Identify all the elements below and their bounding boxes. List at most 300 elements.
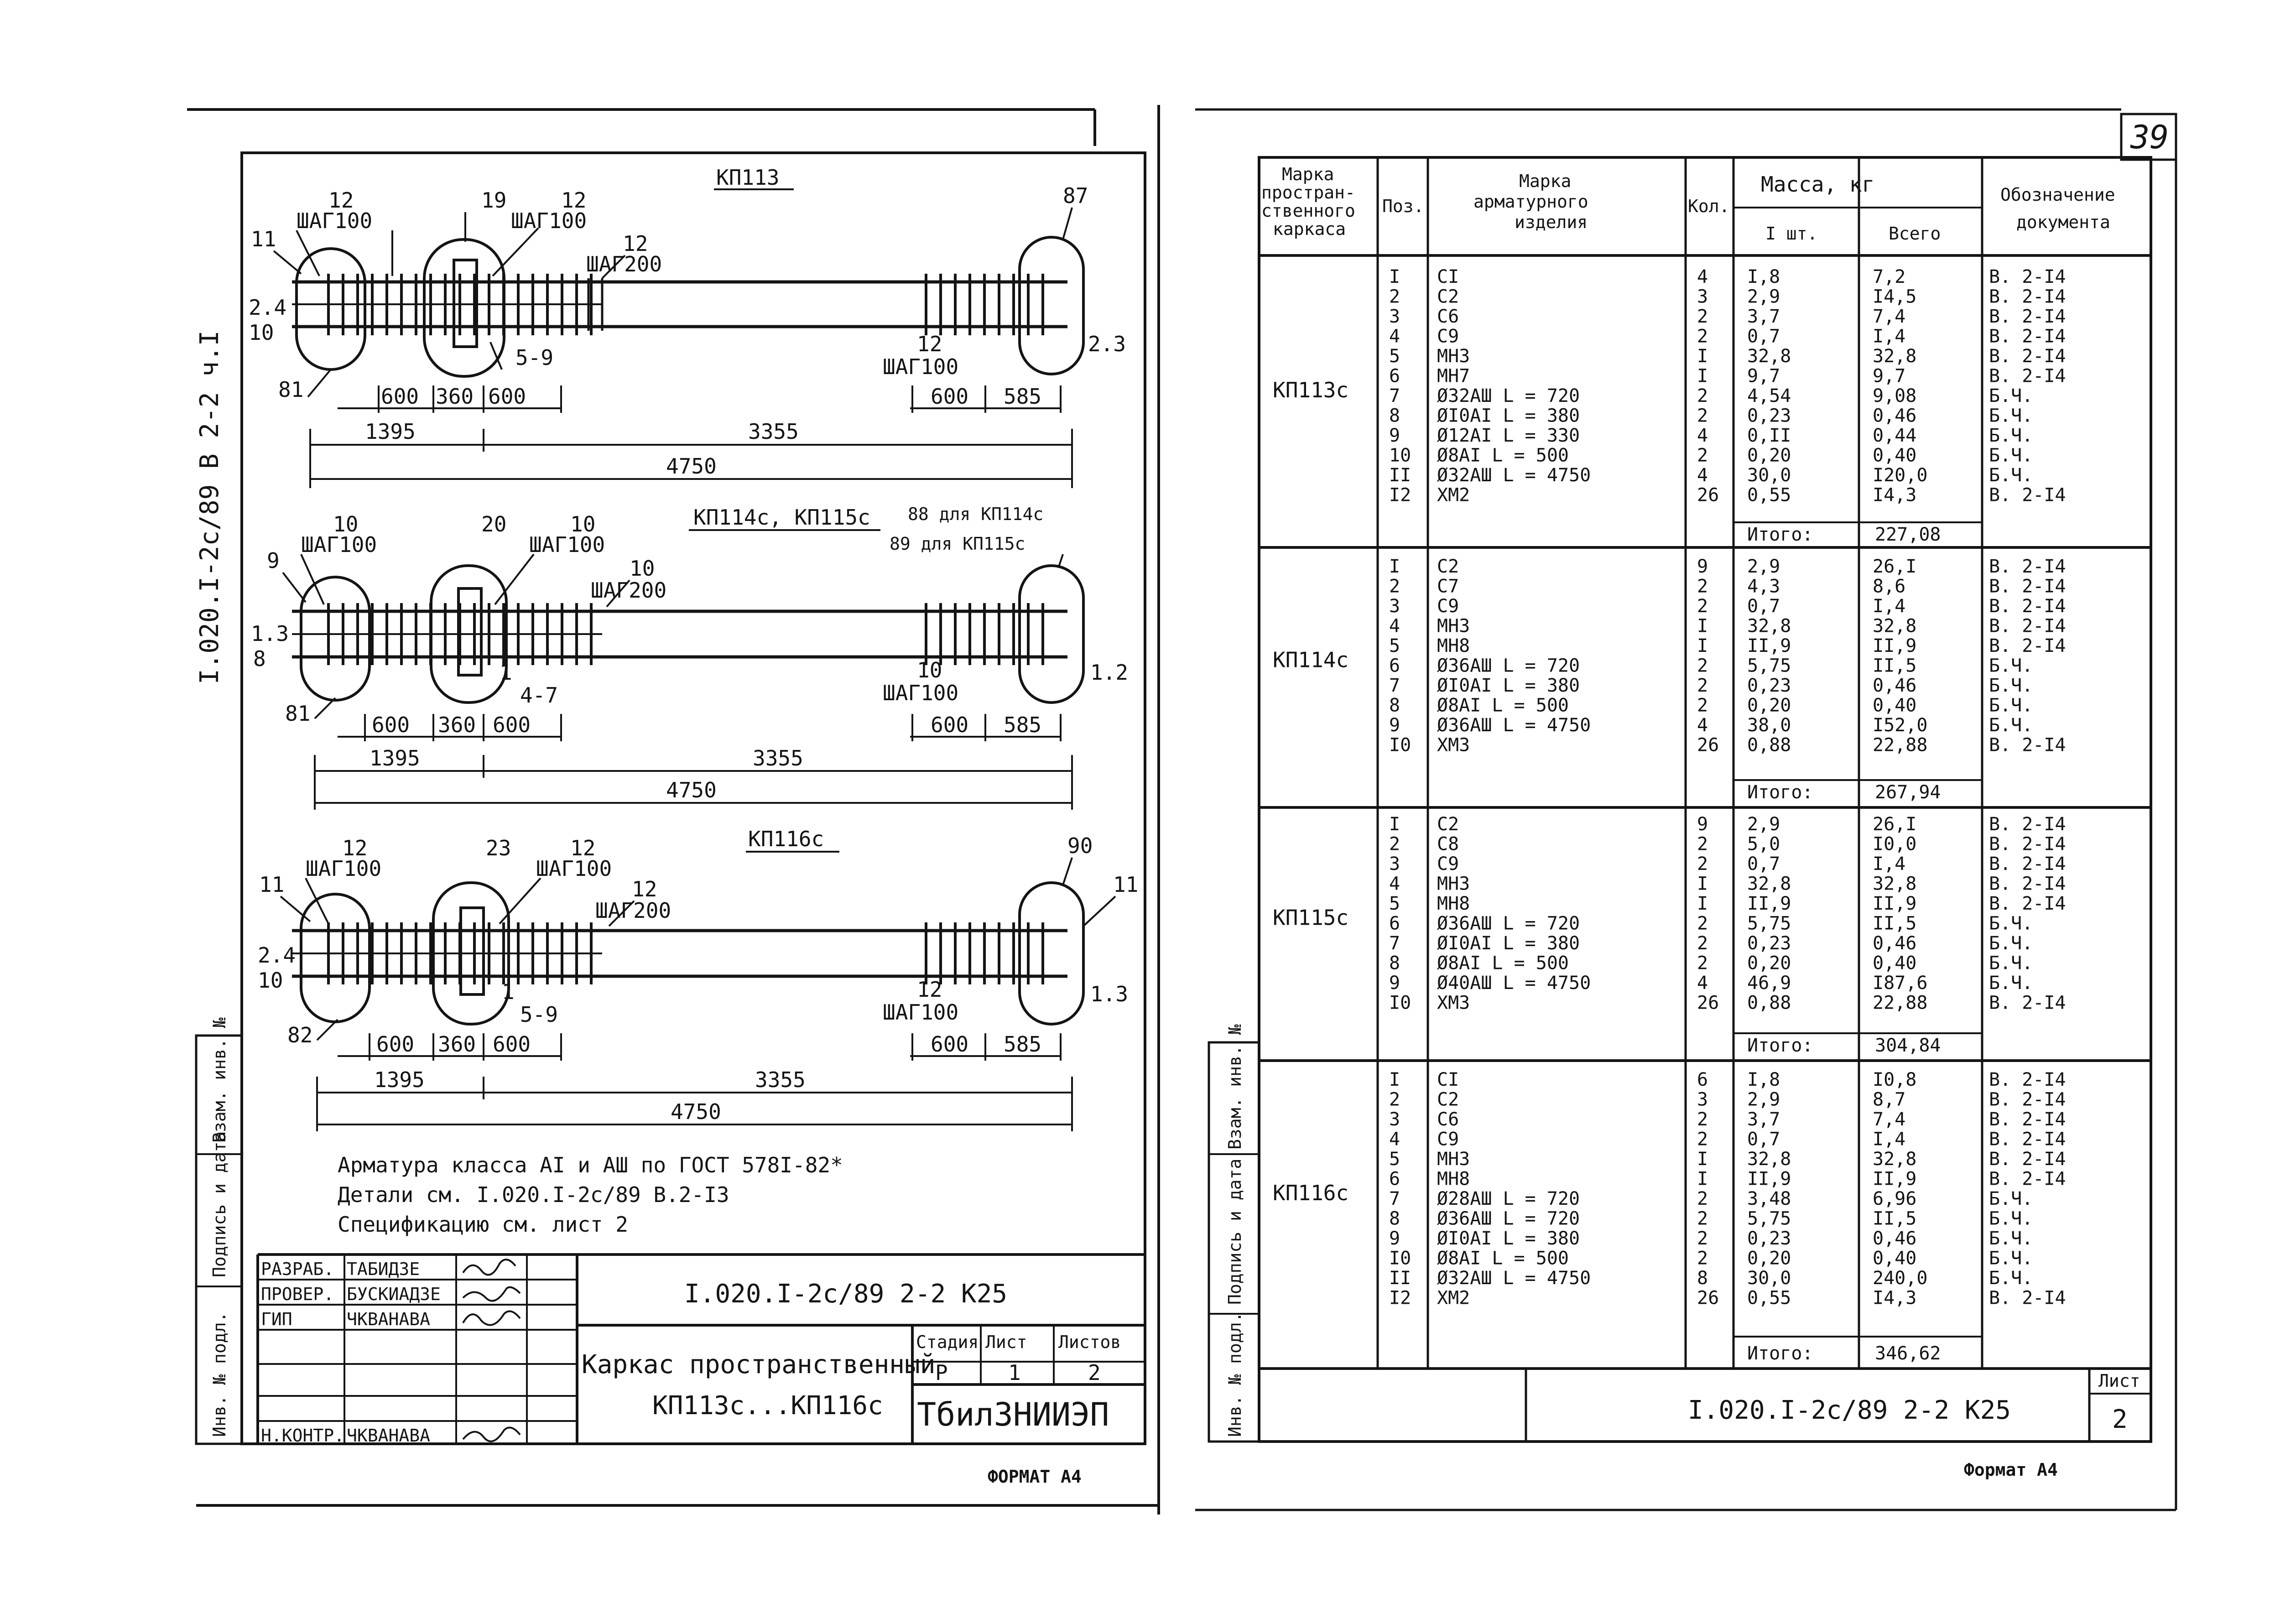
dim-1c: 600 xyxy=(488,384,526,409)
stamp-org: ТбилЗНИИЭП xyxy=(917,1396,1109,1433)
spec-item: C9 xyxy=(1437,1129,1459,1150)
cross-plate-2 xyxy=(458,588,481,675)
spec-pos: I xyxy=(1389,814,1400,835)
stamp-name-1: ТАБИДЗЕ xyxy=(347,1259,420,1279)
spec-qty: I xyxy=(1697,365,1708,387)
svg-text:Марка: Марка xyxy=(1519,171,1572,191)
spec-pos: 10 xyxy=(1389,445,1411,466)
spec-pos: 8 xyxy=(1389,695,1400,716)
dim-2-mid-a: 1395 xyxy=(370,746,420,770)
leader-3-1 xyxy=(306,878,328,924)
spec-doc: В. 2-I4 xyxy=(1989,615,2066,637)
label-1: 12 xyxy=(328,188,354,213)
spec-total-label: Итого: xyxy=(1747,782,1813,803)
spec-item: Ø8АI L = 500 xyxy=(1437,695,1569,716)
spec-item: ØI0АI L = 380 xyxy=(1437,1228,1580,1249)
spec-qty: I xyxy=(1697,893,1708,914)
spec-doc: В. 2-I4 xyxy=(1989,854,2066,874)
spec-mass-unit: 5,75 xyxy=(1747,913,1791,934)
spec-pos: 6 xyxy=(1389,655,1400,677)
spec-doc: Б.Ч. xyxy=(1989,1188,2033,1209)
spec-doc: Б.Ч. xyxy=(1989,445,2033,466)
spec-item: МН3 xyxy=(1437,1149,1470,1170)
spec-pos: 4 xyxy=(1389,615,1400,637)
spec-item: C2 xyxy=(1437,556,1459,577)
spec-item: Ø8АI L = 500 xyxy=(1437,953,1569,974)
spec-mass-unit: 0,II xyxy=(1747,425,1791,446)
footer-code: I.020.I-2с/89 2-2 К25 xyxy=(1688,1395,2011,1425)
stamp-val-1: Р xyxy=(935,1360,948,1385)
leader-2-6 xyxy=(315,698,335,718)
spec-mass-unit: 32,8 xyxy=(1747,615,1791,637)
signature-2 xyxy=(463,1287,520,1301)
leader-2-2 xyxy=(495,554,534,604)
spec-mass-total: II,5 xyxy=(1873,655,1917,677)
spec-doc: В. 2-I4 xyxy=(1989,266,2066,287)
spec-mass-unit: II,9 xyxy=(1747,893,1791,914)
spec-pos: 3 xyxy=(1389,306,1400,327)
label-3-9: 11 xyxy=(259,872,285,897)
spec-pos: 4 xyxy=(1389,1129,1400,1150)
spec-pos: I0 xyxy=(1389,734,1411,756)
label-2: ШАГ100 xyxy=(297,208,373,233)
spec-mass-unit: 9,7 xyxy=(1747,365,1780,387)
label-2-12: 8 xyxy=(253,646,266,671)
spec-total-label: Итого: xyxy=(1747,524,1813,545)
side-label-1: Взам. инв. № xyxy=(209,1017,229,1143)
label-3-6: 12 xyxy=(632,877,657,901)
label-3: 19 xyxy=(481,188,507,213)
spec-pos: 4 xyxy=(1389,326,1400,347)
side-code: I.020.I-2c/89 В 2-2 ч.I xyxy=(195,330,224,684)
spec-doc: Б.Ч. xyxy=(1989,715,2033,736)
spec-mass-total: II,5 xyxy=(1873,913,1917,934)
spec-doc: В. 2-I4 xyxy=(1989,326,2066,347)
page-number: 39 xyxy=(2130,119,2169,156)
stamp-name-3: ЧКВАНАВА xyxy=(347,1309,431,1329)
spec-mass-unit: 32,8 xyxy=(1747,873,1791,895)
spec-item: Ø32АШ L = 4750 xyxy=(1437,1268,1591,1289)
hdr-qty: Кол. xyxy=(1688,196,1730,216)
spec-doc: В. 2-I4 xyxy=(1989,1069,2066,1090)
spec-mass-unit: 46,9 xyxy=(1747,973,1791,994)
spec-doc: В. 2-I4 xyxy=(1989,484,2066,506)
spec-mass-total: I4,3 xyxy=(1873,1287,1917,1309)
leader-3-4 xyxy=(1063,858,1072,885)
spec-item: Ø32АШ L = 4750 xyxy=(1437,465,1591,486)
note-1: Арматура класса AI и AШ по ГОСТ 578I-82* xyxy=(338,1153,843,1177)
label-7: ШАГ200 xyxy=(586,252,662,276)
spec-pos: 9 xyxy=(1389,425,1400,446)
spec-doc: Б.Ч. xyxy=(1989,1208,2033,1229)
label-2-5: ШАГ100 xyxy=(529,532,605,557)
label-4: 12 xyxy=(561,188,587,213)
spec-doc: В. 2-I4 xyxy=(1989,873,2066,895)
label-3-10: 11 xyxy=(1113,872,1139,897)
label-3-18: 82 xyxy=(287,1023,313,1047)
stamp-role-3: ГИП xyxy=(261,1309,292,1329)
spec-total-label: Итого: xyxy=(1747,1035,1813,1056)
diagram-2-title: КП114с, КП115с xyxy=(693,505,870,530)
spec-item: МН3 xyxy=(1437,873,1470,895)
spec-qty: 2 xyxy=(1697,833,1708,855)
label-2-14: 4-7 xyxy=(520,683,558,708)
spec-doc: В. 2-I4 xyxy=(1989,814,2066,835)
spec-qty: 2 xyxy=(1697,1228,1708,1249)
dim-1-mid-b: 3355 xyxy=(748,419,799,444)
hdr-mark-frame-1: Марка xyxy=(1282,164,1334,184)
spec-doc: Б.Ч. xyxy=(1989,933,2033,954)
spec-pos: 3 xyxy=(1389,854,1400,874)
label-2-10: 9 xyxy=(267,548,280,573)
spec-mass-total: I0,8 xyxy=(1873,1069,1917,1090)
spec-qty: 2 xyxy=(1697,913,1708,934)
spec-mass-total: II,9 xyxy=(1873,893,1917,914)
spec-item: C9 xyxy=(1437,326,1459,347)
spec-item: ХМ3 xyxy=(1437,734,1470,756)
label-3-13: 1 xyxy=(502,979,515,1004)
spec-qty: 4 xyxy=(1697,715,1708,736)
footer-sheet-no: 2 xyxy=(2112,1405,2128,1434)
spec-qty: 2 xyxy=(1697,326,1708,347)
footer-sheet-label: Лист xyxy=(2098,1371,2140,1391)
dim-2-mid-b: 3355 xyxy=(753,746,803,770)
dim-1a: 600 xyxy=(381,384,419,409)
side-label-2: Подпись и дата xyxy=(209,1131,229,1277)
spec-pos: I0 xyxy=(1389,1248,1411,1269)
spec-mass-unit: 0,55 xyxy=(1747,484,1791,506)
dim-3d: 600 xyxy=(931,1032,969,1057)
spec-doc: Б.Ч. xyxy=(1989,425,2033,446)
cross-plate-3 xyxy=(461,908,484,994)
spec-pos: 6 xyxy=(1389,365,1400,387)
spec-mass-total: II,9 xyxy=(1873,635,1917,656)
spec-frame-mark: КП114с xyxy=(1273,647,1349,672)
spec-mass-unit: 2,9 xyxy=(1747,556,1780,577)
spec-item: C2 xyxy=(1437,814,1459,835)
dim-3c: 600 xyxy=(493,1032,531,1057)
spec-item: ХМ2 xyxy=(1437,484,1470,506)
label-3-5: ШАГ100 xyxy=(536,856,612,881)
spec-frame-mark: КП115с xyxy=(1273,905,1349,930)
stamp-title-1: Каркас пространственный xyxy=(582,1350,936,1379)
spec-mass-total: 0,40 xyxy=(1873,445,1917,466)
spec-item: Ø40АШ L = 4750 xyxy=(1437,973,1591,994)
spec-mass-total: 240,0 xyxy=(1873,1268,1928,1289)
spec-item: МН8 xyxy=(1437,1168,1470,1190)
stamp-col-3: Листов xyxy=(1058,1332,1121,1352)
spec-mass-total: 6,96 xyxy=(1873,1188,1917,1209)
spec-qty: 8 xyxy=(1697,1268,1708,1289)
spec-item: ØI0АI L = 380 xyxy=(1437,405,1580,427)
spec-mass-unit: 2,9 xyxy=(1747,286,1780,307)
spec-mass-unit: 5,0 xyxy=(1747,833,1780,855)
dim-1d: 600 xyxy=(931,384,969,409)
dim-2b: 360 xyxy=(438,713,476,737)
spec-mass-total: II,9 xyxy=(1873,1168,1917,1190)
leader-3-6 xyxy=(1083,896,1115,926)
label-3-11: 2.4 xyxy=(258,943,296,968)
svg-text:простран-: простран- xyxy=(1261,182,1355,203)
spec-mass-unit: 3,7 xyxy=(1747,306,1780,327)
detail-oval-left-2 xyxy=(301,577,370,700)
label-2-3: 20 xyxy=(481,512,507,536)
spec-frame-mark: КП116с xyxy=(1273,1181,1349,1205)
spec-pos: 6 xyxy=(1389,1168,1400,1190)
spec-mass-unit: I,8 xyxy=(1747,1069,1780,1090)
spec-groups xyxy=(1273,266,2066,1364)
spec-doc: В. 2-I4 xyxy=(1989,734,2066,756)
spec-mass-unit: 0,7 xyxy=(1747,854,1780,874)
spec-doc: В. 2-I4 xyxy=(1989,833,2066,855)
dim-1-total: 4750 xyxy=(666,454,717,479)
stamp-col-1: Стадия xyxy=(916,1332,979,1352)
spec-doc: В. 2-I4 xyxy=(1989,1149,2066,1170)
spec-mass-unit: 0,20 xyxy=(1747,953,1791,974)
spec-pos: 8 xyxy=(1389,1208,1400,1229)
spec-mass-unit: 3,48 xyxy=(1747,1188,1791,1209)
spec-doc: В. 2-I4 xyxy=(1989,596,2066,617)
spec-total-value: 227,08 xyxy=(1875,524,1941,545)
spec-item: Ø28АШ L = 720 xyxy=(1437,1188,1580,1209)
spec-mass-unit: II,9 xyxy=(1747,1168,1791,1190)
spec-total-value: 304,84 xyxy=(1875,1035,1941,1056)
spec-item: МН8 xyxy=(1437,635,1470,656)
spec-mass-unit: 5,75 xyxy=(1747,655,1791,677)
diagram-3-title: КП116с xyxy=(748,827,824,851)
spec-mass-total: 9,08 xyxy=(1873,385,1917,406)
spec-doc: В. 2-I4 xyxy=(1989,365,2066,387)
stamp-role-1: РАЗРАБ. xyxy=(261,1259,334,1279)
spec-item: Ø32АШ L = 720 xyxy=(1437,385,1580,406)
label-3-7: ШАГ200 xyxy=(595,898,672,923)
label-14: ШАГ100 xyxy=(883,354,959,379)
spec-mass-unit: 2,9 xyxy=(1747,814,1780,835)
spec-mass-total: I52,0 xyxy=(1873,715,1928,736)
spec-item: Ø36АШ L = 720 xyxy=(1437,1208,1580,1229)
label-3-16: ШАГ100 xyxy=(883,1000,959,1025)
spec-mass-unit: 0,23 xyxy=(1747,1228,1791,1249)
spec-mass-total: 0,44 xyxy=(1873,425,1917,446)
spec-frame-mark: КП113с xyxy=(1273,378,1349,402)
hdr-mass-unit: I шт. xyxy=(1765,224,1818,244)
spec-qty: 4 xyxy=(1697,465,1708,486)
title-block xyxy=(258,1254,1145,1446)
spec-item: Ø36АШ L = 720 xyxy=(1437,913,1580,934)
spec-mass-total: 0,40 xyxy=(1873,695,1917,716)
spec-pos: 4 xyxy=(1389,873,1400,895)
spec-mass-total: I,4 xyxy=(1873,854,1906,874)
right-side-label-3: Взам. инв. № xyxy=(1225,1024,1245,1150)
spec-pos: I2 xyxy=(1389,1287,1411,1309)
spec-item: МН8 xyxy=(1437,893,1470,914)
right-sheet xyxy=(1195,109,2176,1510)
spec-mass-total: 0,46 xyxy=(1873,405,1917,427)
spec-pos: 5 xyxy=(1389,635,1400,656)
leader-3-2 xyxy=(500,878,541,924)
spec-doc: Б.Ч. xyxy=(1989,465,2033,486)
spec-mass-total: I4,5 xyxy=(1873,286,1917,307)
spec-qty: 26 xyxy=(1697,484,1719,506)
spec-mass-total: 0,46 xyxy=(1873,1228,1917,1249)
spec-item: C2 xyxy=(1437,1089,1459,1110)
svg-text:каркаса: каркаса xyxy=(1273,219,1346,239)
dim-2e: 585 xyxy=(1004,713,1042,737)
spec-pos: I xyxy=(1389,556,1400,577)
spec-qty: 2 xyxy=(1697,1248,1708,1269)
label-11: 10 xyxy=(249,320,274,345)
spec-mass-total: 8,6 xyxy=(1873,576,1906,597)
spec-total-label: Итого: xyxy=(1747,1343,1813,1364)
spec-qty: 4 xyxy=(1697,973,1708,994)
spec-qty: 2 xyxy=(1697,1208,1708,1229)
spec-item: CI xyxy=(1437,1069,1459,1090)
spec-mass-unit: 3,7 xyxy=(1747,1109,1780,1130)
dim-2c: 600 xyxy=(493,713,531,737)
spec-mass-total: I0,0 xyxy=(1873,833,1917,855)
spec-doc: Б.Ч. xyxy=(1989,1228,2033,1249)
spec-qty: I xyxy=(1697,615,1708,637)
stamp-col-2: Лист xyxy=(985,1332,1027,1352)
label-2-17: 1.2 xyxy=(1090,660,1129,685)
spec-qty: 2 xyxy=(1697,1129,1708,1150)
spec-qty: 4 xyxy=(1697,425,1708,446)
label-16: 81 xyxy=(278,377,304,402)
spec-pos: 7 xyxy=(1389,385,1400,406)
label-3-12: 10 xyxy=(258,968,283,993)
spec-doc: Б.Ч. xyxy=(1989,1248,2033,1269)
spec-item: Ø12АI L = 330 xyxy=(1437,425,1580,446)
spec-qty: 2 xyxy=(1697,445,1708,466)
spec-item: Ø36АШ L = 4750 xyxy=(1437,715,1591,736)
spec-pos: 2 xyxy=(1389,833,1400,855)
spec-pos: 2 xyxy=(1389,286,1400,307)
spec-pos: 5 xyxy=(1389,346,1400,367)
note-2: Детали см. I.020.I-2с/89 В.2-I3 xyxy=(338,1182,729,1207)
spec-pos: 2 xyxy=(1389,576,1400,597)
spec-mass-total: 32,8 xyxy=(1873,615,1917,637)
spec-mass-unit: 5,75 xyxy=(1747,1208,1791,1229)
spec-mass-total: 0,40 xyxy=(1873,1248,1917,1269)
spec-mass-total: II,5 xyxy=(1873,1208,1917,1229)
spec-pos: 9 xyxy=(1389,1228,1400,1249)
spec-mass-total: 9,7 xyxy=(1873,365,1906,387)
label-12: 5-9 xyxy=(515,345,554,370)
side-label-3: Инв. № подл. xyxy=(209,1312,229,1437)
diagram-kp113 xyxy=(249,165,1126,488)
leader-6 xyxy=(1063,208,1072,239)
leader-3-7 xyxy=(317,1020,338,1040)
label-3-8: 90 xyxy=(1067,833,1093,858)
spec-qty: 2 xyxy=(1697,675,1708,696)
spec-pos: 2 xyxy=(1389,1089,1400,1110)
spec-mass-unit: 0,7 xyxy=(1747,1129,1780,1150)
detail-oval-left-3 xyxy=(301,894,370,1022)
spec-mass-total: 0,46 xyxy=(1873,675,1917,696)
signature-1 xyxy=(463,1260,515,1275)
spec-mass-unit: 0,23 xyxy=(1747,933,1791,954)
detail-oval-left xyxy=(297,249,365,370)
right-format: Формат А4 xyxy=(1964,1460,2058,1480)
spec-qty: 2 xyxy=(1697,854,1708,874)
svg-text:изделия: изделия xyxy=(1515,212,1588,232)
spec-pos: 8 xyxy=(1389,953,1400,974)
spec-doc: В. 2-I4 xyxy=(1989,306,2066,327)
spec-item: Ø8АI L = 500 xyxy=(1437,1248,1569,1269)
spec-item: C6 xyxy=(1437,306,1459,327)
dim-2-total: 4750 xyxy=(666,778,717,802)
spec-qty: 26 xyxy=(1697,1287,1719,1309)
spec-pos: 7 xyxy=(1389,675,1400,696)
spec-pos: 8 xyxy=(1389,405,1400,427)
diagram-1-title: КП113 xyxy=(716,165,780,190)
spec-mass-total: 0,46 xyxy=(1873,933,1917,954)
spec-qty: 4 xyxy=(1697,266,1708,287)
spec-doc: В. 2-I4 xyxy=(1989,1089,2066,1110)
hdr-mass-total: Всего xyxy=(1889,224,1941,244)
spec-mass-total: 32,8 xyxy=(1873,1149,1917,1170)
dim-3-mid-b: 3355 xyxy=(755,1067,806,1092)
spec-pos: 5 xyxy=(1389,893,1400,914)
dim-3-mid-a: 1395 xyxy=(374,1067,425,1092)
spec-item: C2 xyxy=(1437,286,1459,307)
label-2-13: 1 xyxy=(500,660,512,685)
label-2-16: ШАГ100 xyxy=(883,681,959,705)
spec-pos: I xyxy=(1389,266,1400,287)
label-2-8: 88 для КП114с xyxy=(908,504,1044,524)
spec-mass-total: I4,3 xyxy=(1873,484,1917,506)
spec-doc: Б.Ч. xyxy=(1989,973,2033,994)
stamp-doc-code: I.020.I-2с/89 2-2 К25 xyxy=(684,1279,1008,1309)
spec-mass-unit: 0,23 xyxy=(1747,675,1791,696)
label-3-4: 12 xyxy=(570,836,596,860)
spec-mass-unit: 4,54 xyxy=(1747,385,1791,406)
spec-mass-total: 8,7 xyxy=(1873,1089,1906,1110)
spec-item: ХМ3 xyxy=(1437,992,1470,1014)
spec-doc: В. 2-I4 xyxy=(1989,893,2066,914)
spec-qty: 2 xyxy=(1697,596,1708,617)
spec-doc: Б.Ч. xyxy=(1989,1268,2033,1289)
spec-qty: 3 xyxy=(1697,286,1708,307)
spec-doc: Б.Ч. xyxy=(1989,695,2033,716)
label-9: 11 xyxy=(251,227,276,251)
spec-qty: 2 xyxy=(1697,405,1708,427)
spec-qty: I xyxy=(1697,1149,1708,1170)
spec-mass-unit: 32,8 xyxy=(1747,346,1791,367)
spec-mass-unit: 2,9 xyxy=(1747,1089,1780,1110)
spec-mass-total: 7,4 xyxy=(1873,306,1906,327)
spec-item: Ø8АI L = 500 xyxy=(1437,445,1569,466)
spec-mass-total: 32,8 xyxy=(1873,873,1917,895)
spec-item: ØI0АI L = 380 xyxy=(1437,675,1580,696)
spec-doc: В. 2-I4 xyxy=(1989,1168,2066,1190)
spec-pos: 6 xyxy=(1389,913,1400,934)
spec-mass-unit: 30,0 xyxy=(1747,465,1791,486)
spec-pos: 5 xyxy=(1389,1149,1400,1170)
spec-mass-unit: I,8 xyxy=(1747,266,1780,287)
spec-qty: 6 xyxy=(1697,1069,1708,1090)
label-10: 2.4 xyxy=(249,295,287,320)
spec-doc: В. 2-I4 xyxy=(1989,1109,2066,1130)
spec-qty: 2 xyxy=(1697,385,1708,406)
spec-doc: В. 2-I4 xyxy=(1989,576,2066,597)
dim-3e: 585 xyxy=(1004,1032,1042,1057)
spec-qty: 2 xyxy=(1697,1109,1708,1130)
label-2-7: ШАГ200 xyxy=(591,578,667,603)
spec-qty: I xyxy=(1697,635,1708,656)
dim-2d: 600 xyxy=(931,713,969,737)
spec-qty: 2 xyxy=(1697,695,1708,716)
